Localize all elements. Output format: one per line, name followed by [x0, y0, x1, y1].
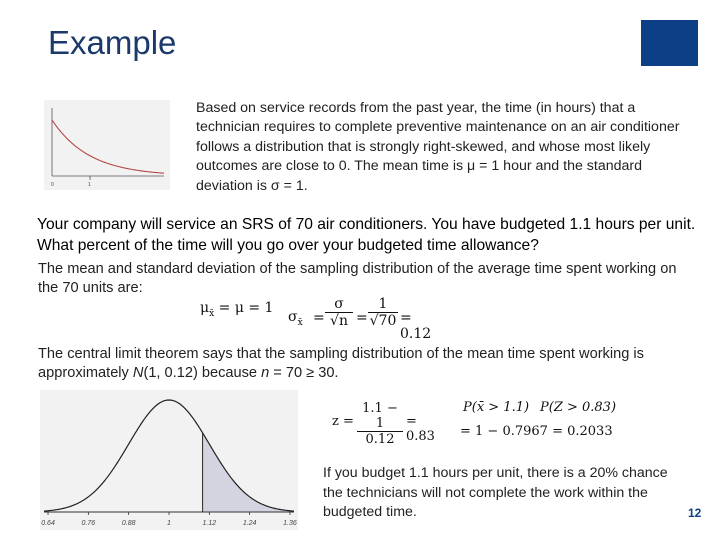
slide-title: Example	[48, 24, 177, 61]
p-left: P(x̄ > 1.1)	[463, 400, 530, 415]
sigma-fraction2-num: 1	[378, 296, 388, 312]
sigma-equals: =	[313, 310, 325, 326]
tick-label-1: 1	[88, 182, 91, 188]
clt-text-c: = 70 ≥ 30.	[269, 365, 339, 382]
question-paragraph: Your company will service an SRS of 70 air conditioners. You have budgeted 1.1 hours per unit. What percent of the time will you go over your budgeted time allowance?	[37, 216, 696, 254]
clt-dist-name: N	[132, 365, 144, 382]
sigma-subscript: x̄	[297, 317, 303, 328]
conclusion-paragraph: If you budget 1.1 hours per unit, there is a 20% chance the technicians will not complete the work within the budgeted time.	[323, 465, 668, 521]
sigma-fraction2-den: √70	[369, 313, 397, 329]
mu-symbol: μ	[200, 300, 210, 316]
p-line2: = 1 − 0.7967 = 0.2033	[460, 424, 613, 439]
x-tick-label-1: 0.76	[81, 520, 96, 527]
normal-density-plot	[40, 390, 298, 530]
clt-paragraph	[38, 345, 688, 384]
x-tick-label-0: 0.64	[41, 520, 55, 527]
clt-text-a: The central limit theorem says that the sampling distribution of the mean time spent working is approximately	[38, 346, 644, 382]
mean-equation	[200, 300, 280, 330]
mu-subscript: x̄	[209, 308, 215, 319]
probability-equation	[460, 400, 640, 444]
mu-rhs: = μ = 1	[214, 300, 274, 316]
x-tick-label-3: 1	[167, 520, 171, 527]
sigma-symbol: σ	[288, 309, 298, 325]
sampling-paragraph: The mean and standard deviation of the sampling distribution of the average time spent working on the 70 units are:	[38, 261, 677, 297]
page-number: 12	[688, 506, 702, 520]
x-tick-label-5: 1.24	[242, 520, 257, 527]
z-score-equation	[332, 401, 444, 447]
x-tick-label-2: 0.88	[121, 520, 136, 527]
sd-equation: $\sigma_{x̄}$ = $\frac{\sigma}{√n}$ = $\frac{1}{√70}$ = 0.12	[288, 296, 438, 338]
intro-paragraph: Based on service records from the past year, the time (in hours) that a technician requires to complete preventive maintenance on an air conditioner follows a distribution that is strongly right-skewed, and whose most likely outcomes are close to 0. The mean time is μ = 1 hour and the standard deviation is σ = 1.	[196, 100, 680, 194]
x-tick-label-4: 1.12	[202, 520, 217, 527]
corner-accent-box	[641, 20, 698, 66]
z-fraction-num: 1.1 − 1	[362, 401, 398, 431]
exponential-density-plot	[44, 100, 170, 190]
sigma-fraction-num: σ	[334, 296, 344, 312]
z-result: = 0.83	[406, 414, 435, 444]
tick-label-0: 0	[51, 182, 54, 188]
z-lhs: z =	[332, 414, 354, 429]
clt-n-var: n	[261, 365, 270, 382]
p-right: P(Z > 0.83)	[540, 400, 617, 415]
z-fraction-den: 0.12	[357, 431, 403, 447]
sigma-result: = 0.12	[400, 310, 432, 342]
x-tick-label-6: 1.36	[283, 520, 297, 527]
plot-background	[44, 100, 170, 190]
clt-text-b: (1, 0.12) because	[143, 365, 262, 382]
sigma-fraction-den: √n	[325, 312, 353, 329]
